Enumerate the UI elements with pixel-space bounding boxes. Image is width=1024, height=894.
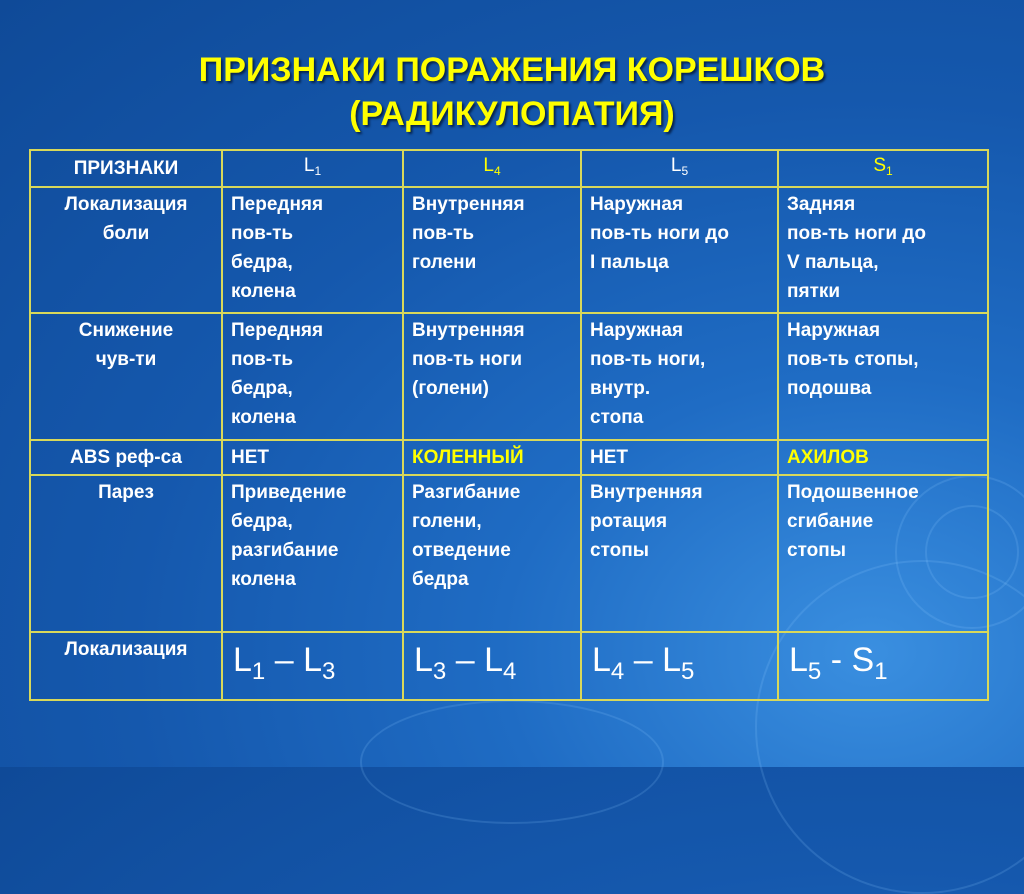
header-cell-l1: $L_1$ <box>222 150 403 187</box>
localization-cell-s1: $L_5 - S_1$ <box>778 632 988 700</box>
row-label-reflex: ABS реф-са <box>30 440 222 475</box>
table-cell: НЕТ <box>581 440 778 475</box>
table-cell: Разгибание голени, отведение бедра <box>403 475 581 632</box>
row-label-paresis: Парез <box>30 475 222 632</box>
table-header-row <box>30 150 988 187</box>
ripple-decoration <box>360 700 664 824</box>
table-cell: Наружная пов-ть стопы, подошва <box>778 313 988 440</box>
table-cell: Внутренняя пов-ть ноги (голени) <box>403 313 581 440</box>
localization-cell-l4: $L_3 - L_4$ <box>403 632 581 700</box>
table-row-reflex <box>30 440 988 475</box>
table-cell: Задняя пов-ть ноги до V пальца, пятки <box>778 187 988 313</box>
table-cell: Передняя пов-ть бедра, колена <box>222 313 403 440</box>
table-row-paresis <box>30 475 988 632</box>
slide-title <box>0 48 1024 136</box>
table-cell: АХИЛОВ <box>778 440 988 475</box>
table-cell: КОЛЕННЫЙ <box>403 440 581 475</box>
table-cell: Подошвенное сгибание стопы <box>778 475 988 632</box>
row-label-sensitivity: Снижение чув-ти <box>30 313 222 440</box>
row-label-localization: Локализация <box>30 632 222 700</box>
header-cell-s1: $S_1$ <box>778 150 988 187</box>
row-label-pain: Локализация боли <box>30 187 222 313</box>
header-cell-signs: ПРИЗНАКИ <box>30 150 222 187</box>
slide-title-line-2: (РАДИКУЛОПАТИЯ) <box>349 95 675 133</box>
table-cell: Передняя пов-ть бедра, колена <box>222 187 403 313</box>
table-cell: Внутренняя пов-ть голени <box>403 187 581 313</box>
header-cell-l4: $L_4$ <box>403 150 581 187</box>
table-cell: Наружная пов-ть ноги, внутр. стопа <box>581 313 778 440</box>
localization-cell-l5: $L_4 - L_5$ <box>581 632 778 700</box>
table-cell: Наружная пов-ть ноги до I пальца <box>581 187 778 313</box>
table-cell: Приведение бедра, разгибание колена <box>222 475 403 632</box>
table-row-sensitivity <box>30 313 988 440</box>
radiculopathy-table <box>29 149 989 701</box>
table-row-localization <box>30 632 988 700</box>
slide-title-line-1: ПРИЗНАКИ ПОРАЖЕНИЯ КОРЕШКОВ <box>198 51 826 89</box>
table-cell: Внутренняя ротация стопы <box>581 475 778 632</box>
table-cell: НЕТ <box>222 440 403 475</box>
table-row-pain-localization <box>30 187 988 313</box>
localization-cell-l1: $L_1 - L_3$ <box>222 632 403 700</box>
header-cell-l5: $L_5$ <box>581 150 778 187</box>
